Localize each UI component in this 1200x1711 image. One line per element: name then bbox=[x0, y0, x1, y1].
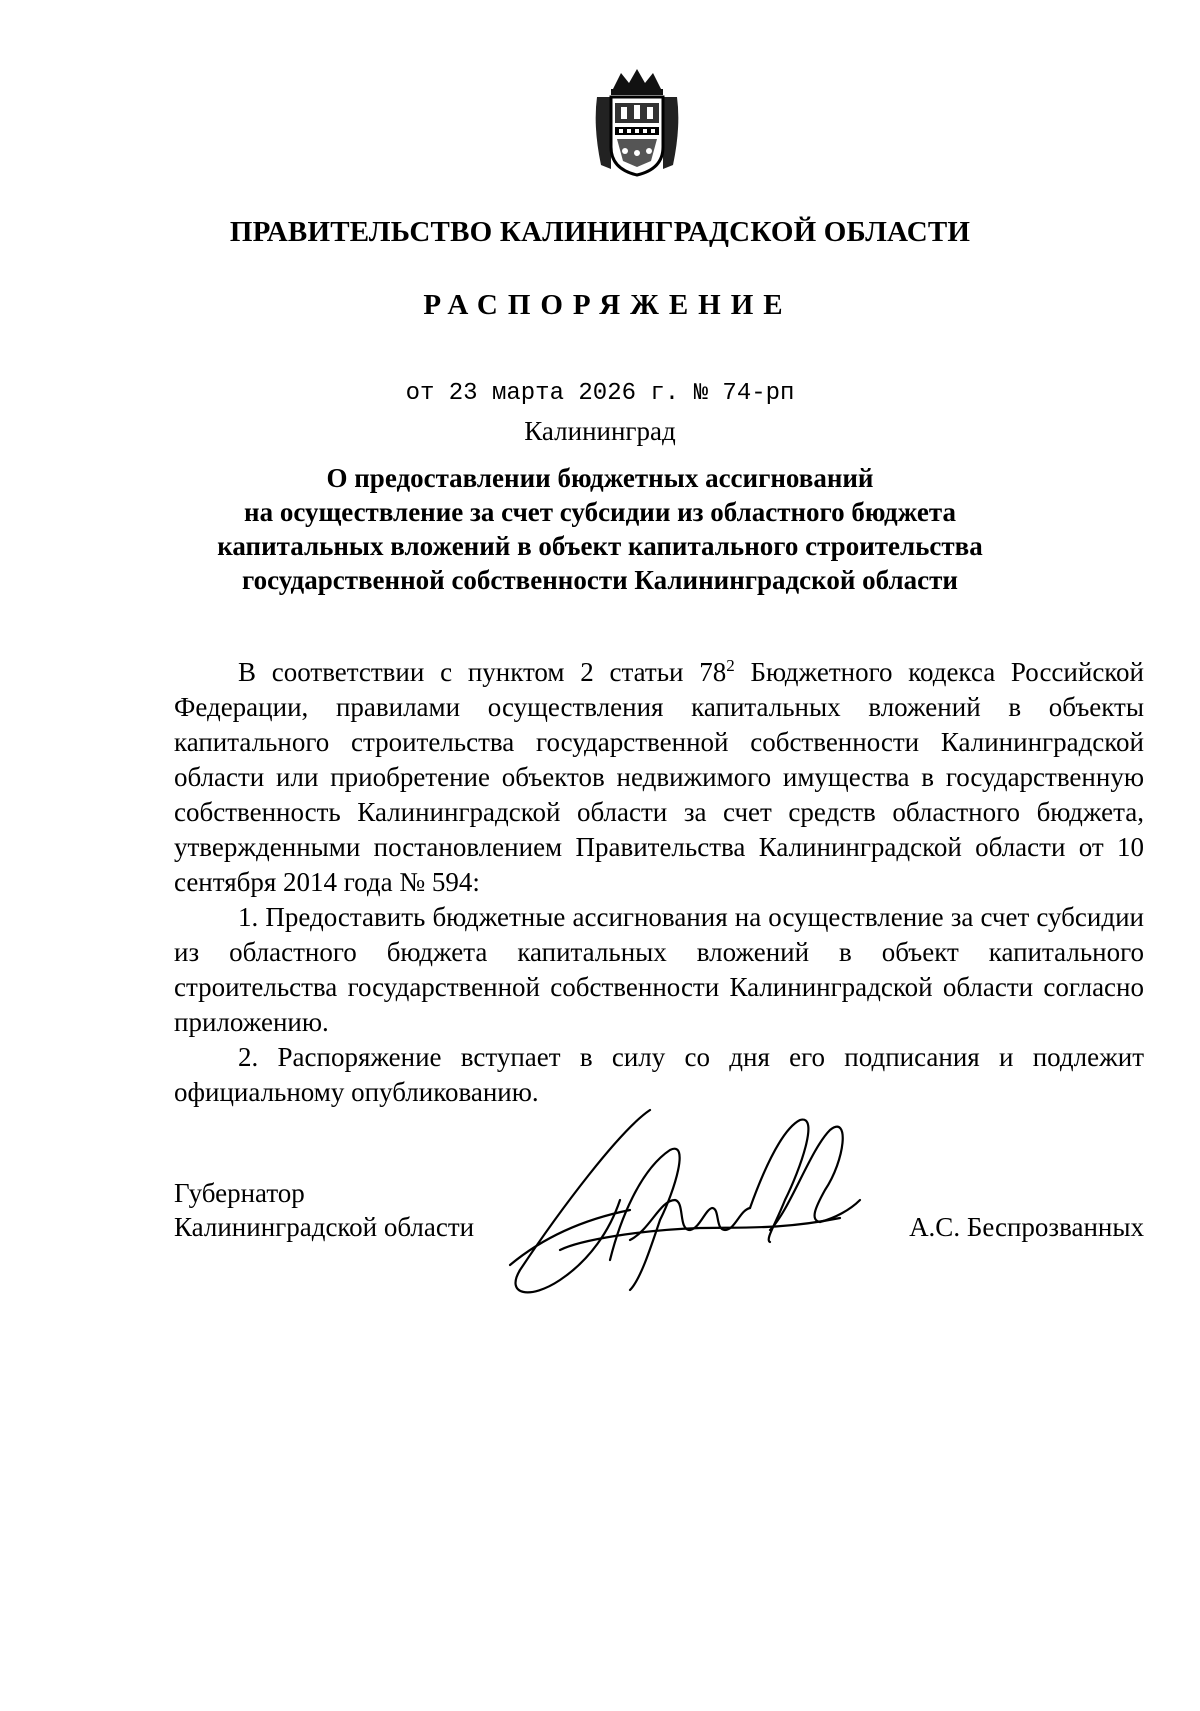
handwritten-signature bbox=[500, 1090, 940, 1310]
preamble-text-start: В соответствии с пунктом 2 статьи 78 bbox=[238, 657, 727, 687]
organization-title: ПРАВИТЕЛЬСТВО КАЛИНИНГРАДСКОЙ ОБЛАСТИ bbox=[229, 216, 971, 248]
document-subject bbox=[0, 461, 1200, 597]
place-of-issue: Калининград bbox=[524, 416, 676, 446]
subject-line: на осуществление за счет субсидии из областного бюджета bbox=[244, 497, 956, 527]
coat-of-arms-icon bbox=[591, 67, 683, 179]
clause-2-paragraph: 2. Распоряжение вступает в силу со дня его подписания и подлежит официальному опубликованию. bbox=[174, 1042, 1144, 1107]
subject-line: государственной собственности Калининградской области bbox=[242, 565, 958, 595]
subject-line: О предоставлении бюджетных ассигнований bbox=[326, 463, 874, 493]
document-type-title: РАСПОРЯЖЕНИЕ bbox=[423, 289, 793, 321]
preamble-paragraph bbox=[174, 655, 1144, 900]
signatory-position bbox=[174, 1176, 474, 1244]
date-number-line: от 23 марта 2026 г. № 74-рп bbox=[405, 380, 795, 407]
subject-line: капитальных вложений в объект капитального строительства bbox=[217, 531, 983, 561]
article-superscript: 2 bbox=[726, 656, 735, 675]
clause-1-paragraph: 1. Предоставить бюджетные ассигнования на осуществление за счет субсидии из областного бюджета капитальных вложений в объект капитального строительства государственной собственности Калининградской области согласно приложению. bbox=[174, 902, 1144, 1037]
preamble-text-end: Бюджетного кодекса Российской Федерации, правилами осуществления капитальных вложений в объекты капитального строительства государственной собственности Калининградской области или приобретение объектов недвижимого имущества в государственную собственность Калининградской области за счет средств областного бюджета, утвержденными постановлением Правительства Калининградской области от 10 сентября 2014 года № 594: bbox=[174, 657, 1144, 897]
position-line: Губернатор bbox=[174, 1178, 305, 1208]
document-body bbox=[174, 655, 1144, 1110]
signatory-name: А.С. Беспрозванных bbox=[909, 1212, 1144, 1242]
position-line: Калининградской области bbox=[174, 1212, 475, 1242]
